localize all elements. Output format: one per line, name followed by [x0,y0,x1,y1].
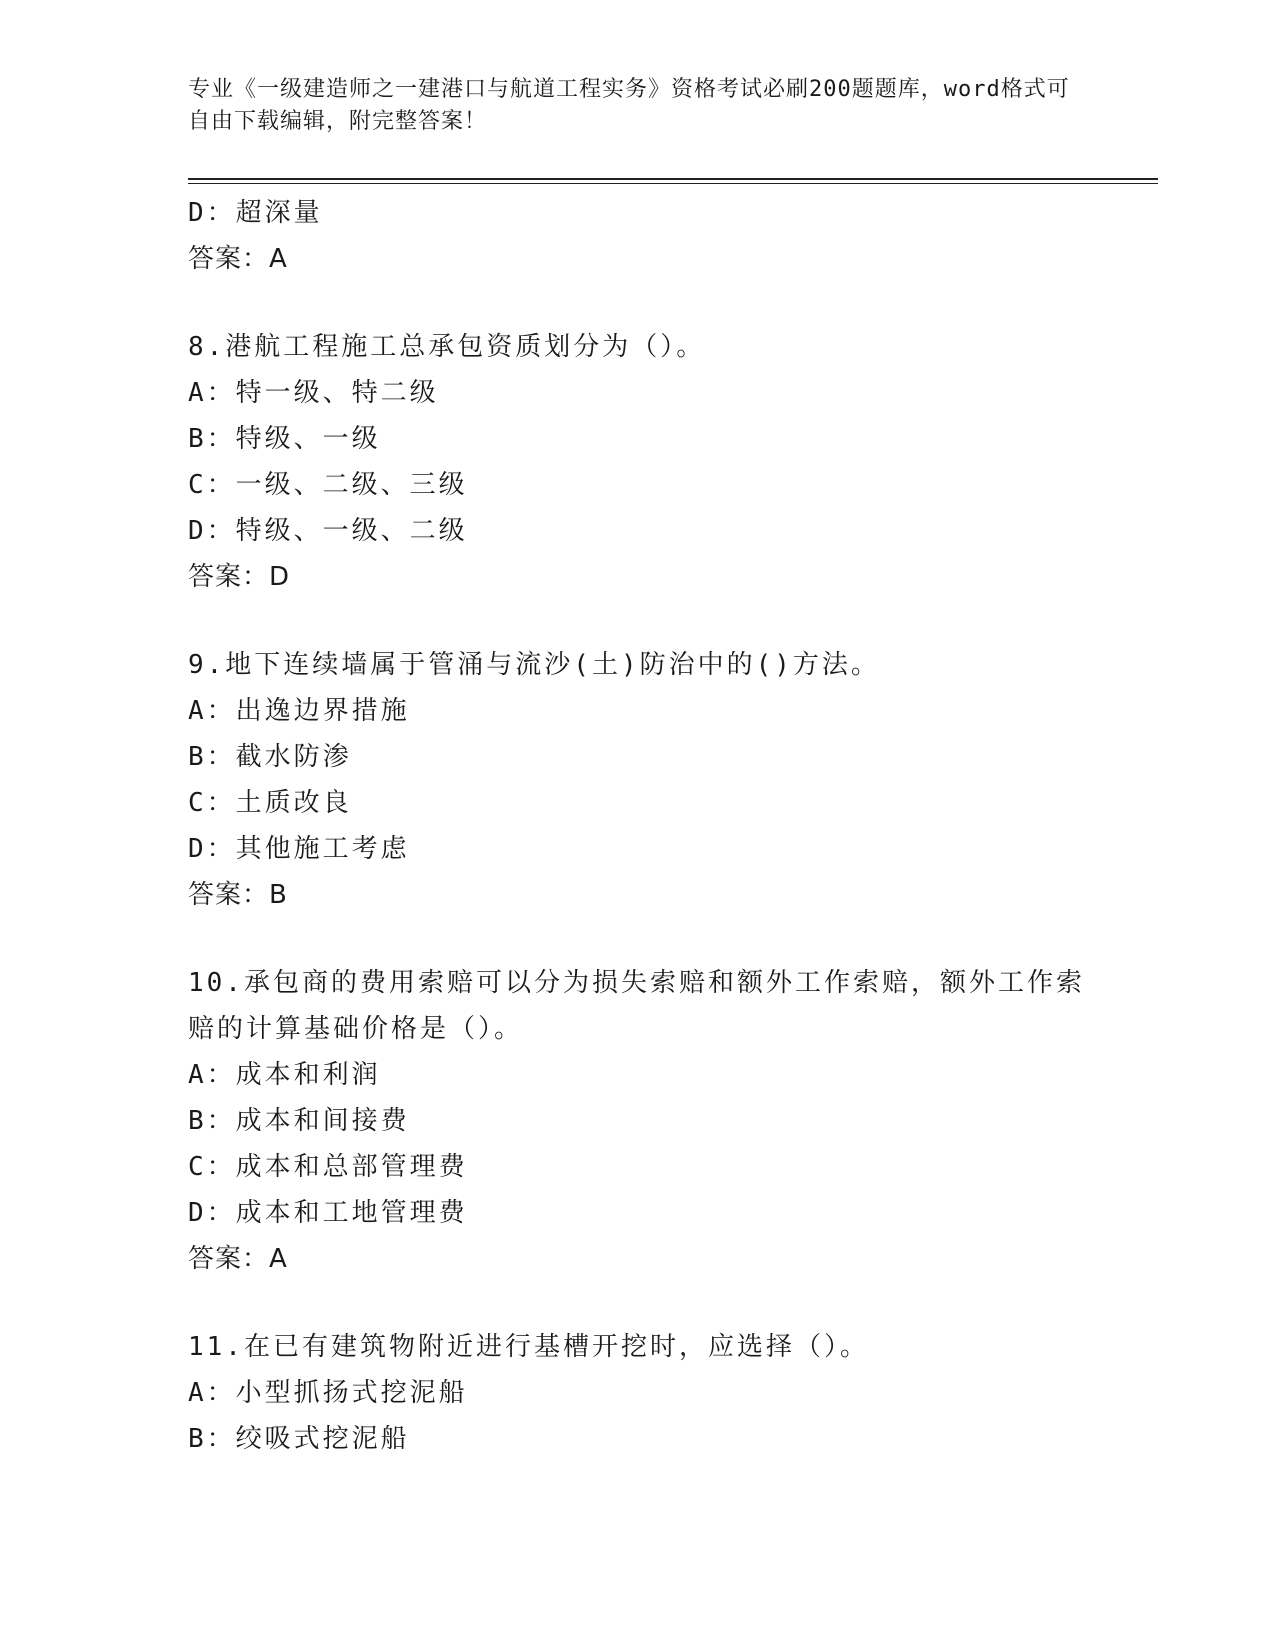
answer-line: 答案：A [188,244,288,274]
option-item: D：其他施工考虑 [188,834,410,864]
question-title: 9.地下连续墙属于管涌与流沙(土)防治中的()方法。 [188,650,880,680]
document-header: 专业《一级建造师之一建港口与航道工程实务》资格考试必刷200题题库，word格式可自由下载编辑，附完整答案！ [188,77,1070,134]
question-title: 11.在已有建筑物附近进行基槽开挖时，应选择（）。 [188,1332,869,1362]
option-item: B：特级、一级 [188,424,381,454]
option-item: B：绞吸式挖泥船 [188,1424,410,1454]
question-title: 8.港航工程施工总承包资质划分为（）。 [188,332,706,362]
answer-line: 答案：D [188,562,291,592]
header-divider-thick [188,178,1158,180]
question-block [188,960,1148,1282]
option-item: A：特一级、特二级 [188,378,439,408]
option-item: D：成本和工地管理费 [188,1198,468,1228]
option-item: A：小型抓扬式挖泥船 [188,1378,468,1408]
option-item: C：一级、二级、三级 [188,470,468,500]
question-title: 10.承包商的费用索赔可以分为损失索赔和额外工作索赔，额外工作索赔的计算基础价格是（）。 [188,968,1085,1044]
option-item: D：特级、一级、二级 [188,516,468,546]
option-item: A：出逸边界措施 [188,696,410,726]
option-item: A：成本和利润 [188,1060,381,1090]
option-item: B：成本和间接费 [188,1106,410,1136]
option-item: C：成本和总部管理费 [188,1152,468,1182]
option-item: D：超深量 [188,198,323,228]
question-block [188,324,1148,600]
question-content [188,190,1148,1462]
option-item: C：土质改良 [188,788,352,818]
option-item: B：截水防渗 [188,742,352,772]
question-block [188,1324,1148,1462]
answer-line: 答案：A [188,1244,288,1274]
question-block [188,642,1148,918]
header-divider-thin [188,183,1158,184]
answer-line: 答案：B [188,880,288,910]
